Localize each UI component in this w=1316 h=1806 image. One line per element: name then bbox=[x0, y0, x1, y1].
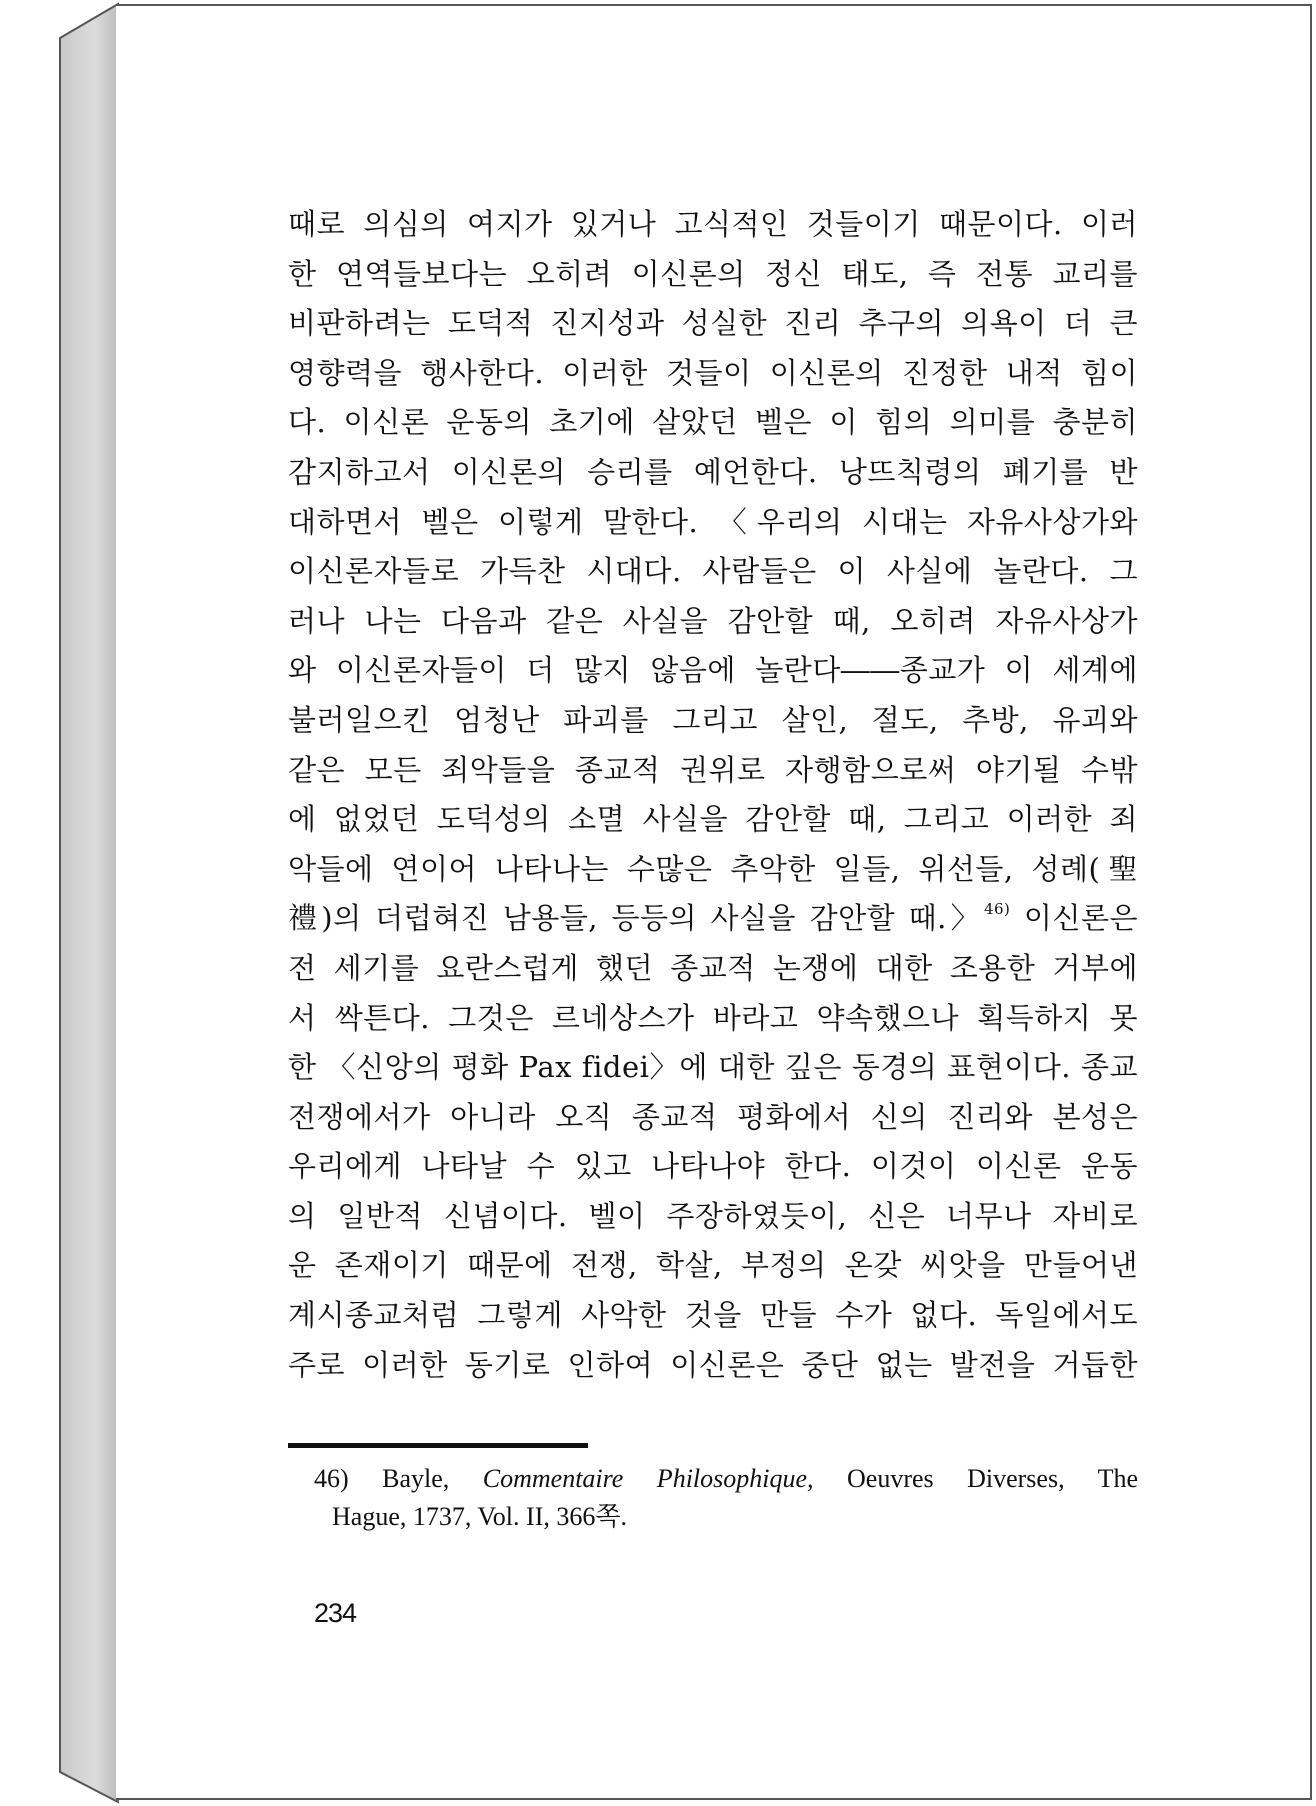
body-text bbox=[288, 200, 1138, 1390]
footnote-title: Commentaire Philosophique, bbox=[482, 1464, 814, 1493]
body-line: 한 연역들보다는 오히려 이신론의 정신 태도, 즉 전통 교리를 bbox=[288, 256, 1138, 291]
body-line-segment: 禮)의 더럽혀진 남용들, 등등의 사실을 감안할 때.〉 bbox=[288, 901, 984, 936]
body-line: 불러일으킨 엄청난 파괴를 그리고 살인, 절도, 추방, 유괴와 bbox=[288, 702, 1138, 737]
body-line: 다. 이신론 운동의 초기에 살았던 벨은 이 힘의 의미를 충분히 bbox=[288, 405, 1138, 440]
book-spine-graphic bbox=[0, 0, 125, 1806]
footnote-line bbox=[314, 1460, 1138, 1498]
footnote-author: Bayle, bbox=[382, 1464, 450, 1493]
body-line-with-footnote-ref bbox=[288, 894, 1138, 944]
body-line: 와 이신론자들이 더 많지 않음에 놀란다――종교가 이 세계에 bbox=[288, 653, 1138, 688]
body-line: 주로 이러한 동기로 인하여 이신론은 중단 없는 발전을 거듭한 bbox=[288, 1347, 1138, 1382]
body-line: 영향력을 행사한다. 이러한 것들이 이신론의 진정한 내적 힘이 bbox=[288, 355, 1138, 390]
footnote-reference[interactable]: 46) bbox=[983, 900, 1011, 919]
body-line: 우리에게 나타날 수 있고 나타나야 한다. 이것이 이신론 운동 bbox=[288, 1149, 1138, 1184]
footnote-line: Hague, 1737, Vol. II, 366쪽. bbox=[332, 1502, 627, 1531]
body-line: 대하면서 벨은 이렇게 말한다. 〈우리의 시대는 자유사상가와 bbox=[288, 504, 1138, 539]
body-line: 서 싹튼다. 그것은 르네상스가 바라고 약속했으나 획득하지 못 bbox=[288, 1000, 1138, 1035]
body-line: 같은 모든 죄악들을 종교적 권위로 자행함으로써 야기될 수밖 bbox=[288, 752, 1138, 787]
body-line: 계시종교처럼 그렇게 사악한 것을 만들 수가 없다. 독일에서도 bbox=[288, 1298, 1138, 1333]
body-line: 전쟁에서가 아니라 오직 종교적 평화에서 신의 진리와 본성은 bbox=[288, 1099, 1138, 1134]
body-line: 악들에 연이어 나타나는 수많은 추악한 일들, 위선들, 성례(聖 bbox=[288, 851, 1138, 886]
body-line: 에 없었던 도덕성의 소멸 사실을 감안할 때, 그리고 이러한 죄 bbox=[288, 802, 1138, 837]
book-spine bbox=[0, 0, 125, 1806]
footnote bbox=[314, 1460, 1138, 1536]
body-line: 전 세기를 요란스럽게 했던 종교적 논쟁에 대한 조용한 거부에 bbox=[288, 950, 1138, 985]
body-line: 러나 나는 다음과 같은 사실을 감안할 때, 오히려 자유사상가 bbox=[288, 603, 1138, 638]
body-line-segment: 이신론은 bbox=[1010, 901, 1138, 936]
footnote-marker: 46) bbox=[314, 1464, 349, 1493]
footnote-divider bbox=[288, 1443, 588, 1448]
footnote-text: Oeuvres Diverses, The bbox=[847, 1464, 1138, 1493]
body-line: 운 존재이기 때문에 전쟁, 학살, 부정의 온갖 씨앗을 만들어낸 bbox=[288, 1248, 1138, 1283]
body-line: 이신론자들로 가득찬 시대다. 사람들은 이 사실에 놀란다. 그 bbox=[288, 554, 1138, 589]
body-line: 의 일반적 신념이다. 벨이 주장하였듯이, 신은 너무나 자비로 bbox=[288, 1198, 1138, 1233]
page-number: 234 bbox=[314, 1598, 357, 1628]
body-line: 감지하고서 이신론의 승리를 예언한다. 낭뜨칙령의 폐기를 반 bbox=[288, 454, 1138, 489]
body-line: 비판하려는 도덕적 진지성과 성실한 진리 추구의 의욕이 더 큰 bbox=[288, 306, 1138, 341]
body-line: 때로 의심의 여지가 있거나 고식적인 것들이기 때문이다. 이러 bbox=[288, 207, 1138, 241]
body-line: 한 〈신앙의 평화 Pax fidei〉에 대한 깊은 동경의 표현이다. 종교 bbox=[288, 1050, 1138, 1085]
